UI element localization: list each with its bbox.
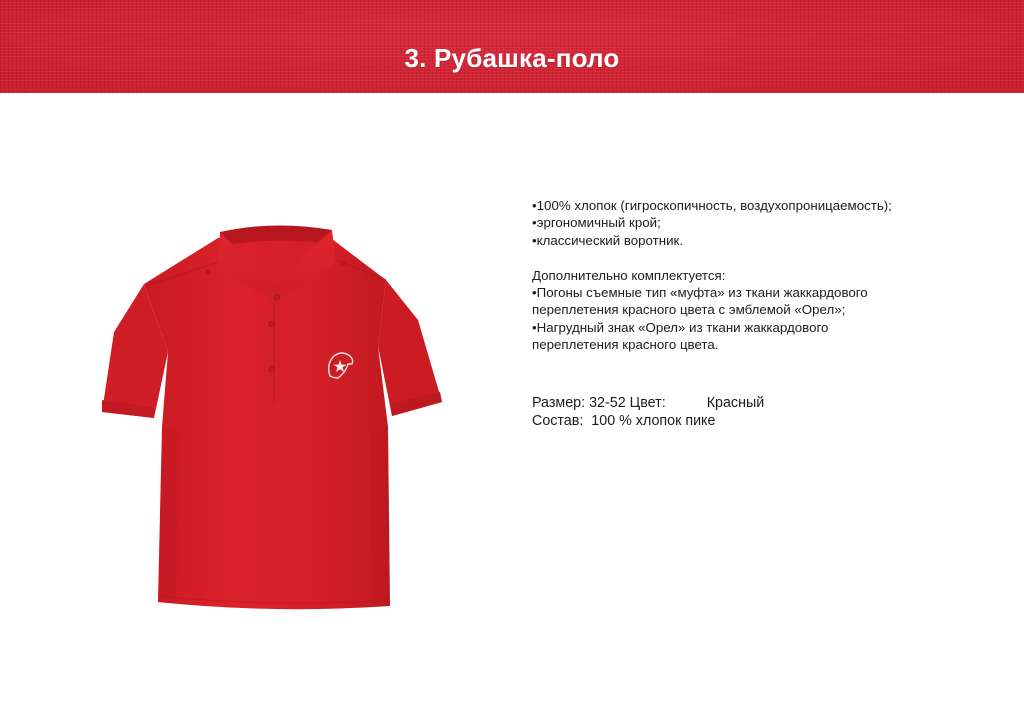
header-banner (0, 0, 1024, 93)
size-color-row (532, 394, 972, 413)
color-label: Цвет: (629, 394, 666, 411)
extras-item: •Нагрудный знак «Орел» из ткани жаккардового (532, 319, 829, 335)
extras-item-continued: переплетения красного цвета с эмблемой «Орел»; (532, 302, 846, 318)
button-2 (269, 321, 275, 327)
size-label: Размер: (532, 394, 586, 411)
page-title: 3. Рубашка-поло (404, 43, 620, 73)
size-value: 32-52 (589, 394, 626, 411)
polo-shirt-illustration (96, 222, 452, 618)
feature-item: •классический воротник. (532, 232, 684, 248)
composition-label: Состав: (532, 413, 584, 430)
extras-heading: Дополнительно комплектуется: (532, 267, 726, 283)
extras-item: •Погоны съемные тип «муфта» из ткани жаккардового (532, 285, 868, 301)
feature-item: •100% хлопок (гигроскопичность, воздухопроницаемость); (532, 198, 892, 213)
composition-value: 100 % хлопок пике (591, 413, 716, 430)
product-description (532, 197, 972, 431)
feature-item: •эргономичный крой; (532, 215, 661, 231)
extras-item-continued: переплетения красного цвета. (532, 337, 719, 353)
color-value: Красный (706, 394, 765, 411)
button-1 (274, 294, 280, 300)
composition-row (532, 412, 972, 431)
polo-shirt-image (96, 222, 452, 618)
button-3 (269, 366, 275, 372)
